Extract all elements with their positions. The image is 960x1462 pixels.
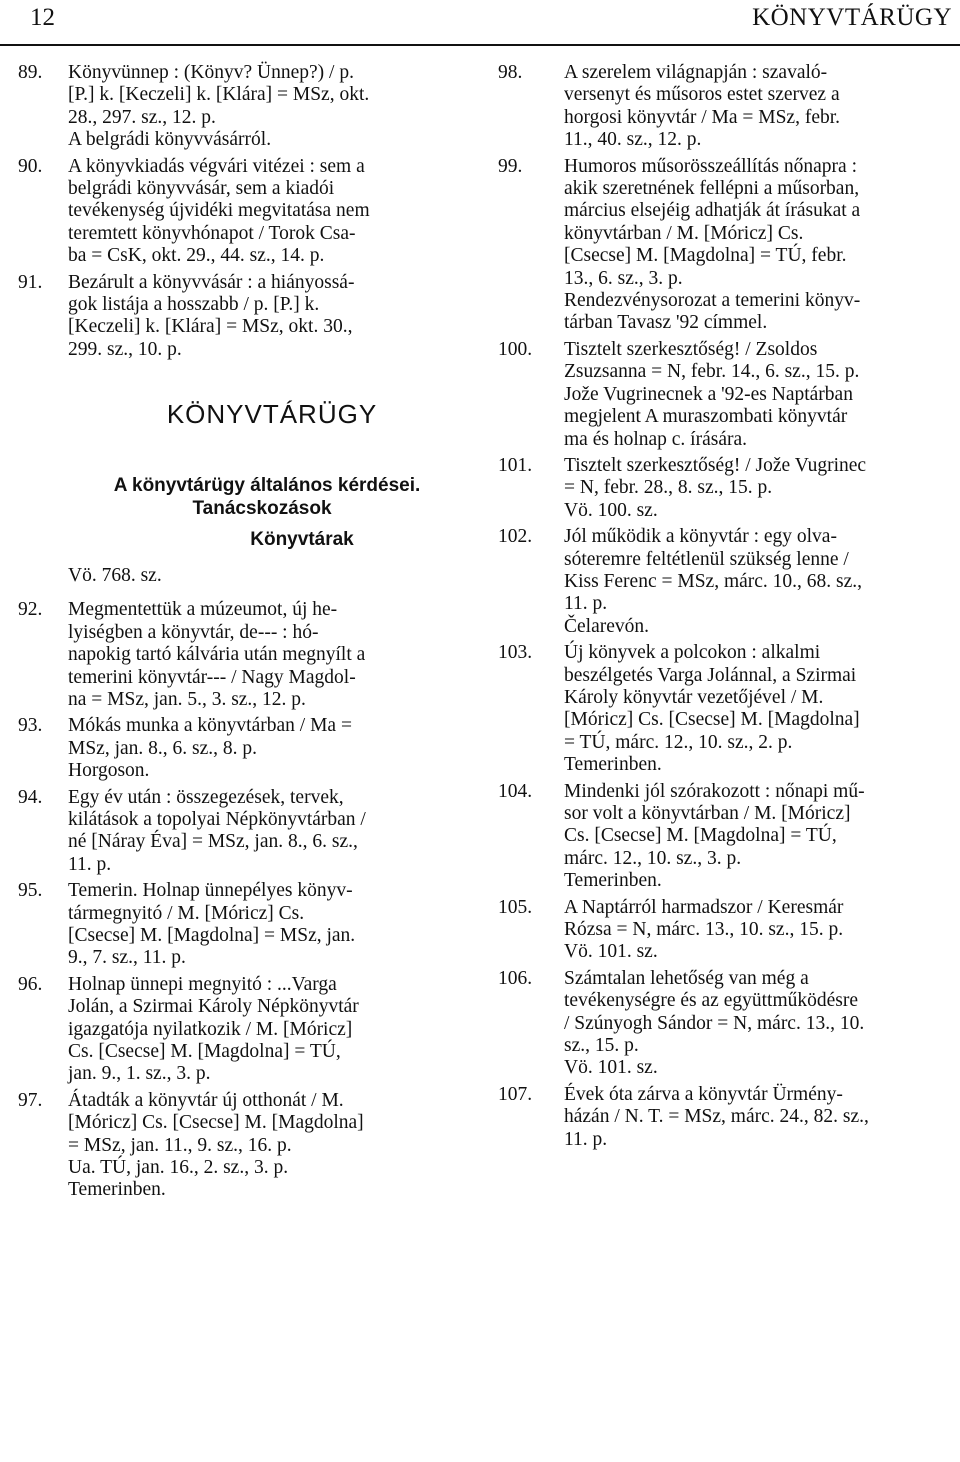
entry-number: 99.: [498, 155, 523, 177]
entry-text-line: 11. p.: [564, 593, 608, 615]
running-head: KÖNYVTÁRÜGY: [752, 4, 952, 31]
entry-text-line: Átadták a könyvtár új otthonát / M.: [68, 1089, 344, 1111]
subheading-libraries: Könyvtárak: [250, 529, 354, 551]
entry-number: 91.: [18, 271, 43, 293]
entry-text-line: A könyvkiadás végvári vitézei : sem a: [68, 155, 365, 177]
entry-text-line: Számtalan lehetőség van még a: [564, 967, 809, 989]
entry-text-line: tevékenységre és az együttműködésre: [564, 990, 859, 1012]
page-header: [0, 0, 960, 46]
entry-text-line: tármegnyitó / M. [Móricz] Cs.: [68, 902, 305, 924]
bibliography-entry: [498, 897, 950, 964]
entry-text-line: [Móricz] Cs. [Csecse] M. [Magdolna]: [564, 709, 860, 731]
entry-note: Temerinben.: [564, 870, 662, 892]
bibliography-entry: [498, 642, 950, 776]
entry-text-line: Cs. [Csecse] M. [Magdolna] = TÚ,: [68, 1041, 341, 1062]
bibliography-entry: [18, 880, 466, 970]
entry-text-line: Új könyvek a polcokon : alkalmi: [564, 642, 821, 664]
bibliography-entry: [498, 781, 950, 893]
entry-text-line: A Naptárról harmadszor / Keresmár: [564, 896, 844, 918]
entry-number: 90.: [18, 155, 43, 177]
entry-text-line: ba = CsK, okt. 29., 44. sz., 14. p.: [68, 245, 325, 267]
entry-text-line: Jól működik a könyvtár : egy olva-: [564, 526, 837, 548]
entry-number: 100.: [498, 338, 533, 360]
entry-text-line: Vö. 100. sz.: [564, 499, 658, 521]
entry-text-line: [P.] k. [Keczeli] k. [Klára] = MSz, okt.: [68, 84, 370, 106]
entry-number: 104.: [498, 780, 533, 802]
entry-number: 106.: [498, 967, 533, 989]
entry-text-line: 11. p.: [564, 1128, 608, 1150]
bibliography-entry: [498, 968, 950, 1080]
entry-text-line: sóteremre feltétlenül szükség lenne /: [564, 548, 849, 570]
entry-text-line: na = MSz, jan. 5., 3. sz., 12. p.: [68, 688, 306, 710]
entry-text-line: versenyt és műsoros estet szervez a: [564, 84, 840, 106]
entry-text-line: Mókás munka a könyvtárban / Ma =: [68, 715, 352, 737]
entry-number: 94.: [18, 786, 43, 808]
entry-text-line: ma és holnap c. írására.: [564, 428, 748, 450]
bibliography-entry: [18, 62, 466, 152]
subheading-consultations: Tanácskozások: [192, 498, 332, 520]
entry-text-line: március elsejéig adhatják át írásukat a: [564, 200, 861, 222]
entry-text-line: Károly könyvtár vezetőjével / M.: [564, 686, 824, 708]
bibliography-entry: [498, 526, 950, 638]
entry-text-line: gok listája a hosszabb / p. [P.] k.: [68, 294, 320, 316]
entry-number: 95.: [18, 880, 43, 902]
entry-number: 101.: [498, 454, 533, 476]
right-column: [498, 62, 950, 1155]
cross-reference: Vö. 768. sz.: [68, 565, 162, 587]
entry-number: 107.: [498, 1083, 533, 1105]
entry-text-line: Mindenki jól szórakozott : nőnapi mű-: [564, 780, 865, 802]
entry-text-line: Holnap ünnepi megnyitó : ...Varga: [68, 973, 337, 995]
entry-text-line: Bezárult a könyvvásár : a hiányossá-: [68, 271, 355, 293]
entry-text-line: 9., 7. sz., 11. p.: [68, 947, 186, 969]
entry-text-line: beszélgetés Varga Jolánnal, a Szirmai: [564, 664, 857, 686]
entry-number: 98.: [498, 62, 523, 83]
entry-text-line: Rózsa = N, márc. 13., 10. sz., 15. p.: [564, 919, 844, 941]
entry-text-line: Vö. 101. sz.: [564, 1057, 658, 1079]
page-number: 12: [30, 4, 55, 31]
entry-text-line: temerini könyvtár--- / Nagy Magdol-: [68, 666, 356, 688]
entry-text-line: = MSz, jan. 11., 9. sz., 16. p.: [68, 1134, 292, 1156]
entry-text-line: Jože Vugrinecnek a '92-es Naptárban: [564, 383, 853, 405]
entry-text-line: Megmentettük a múzeumot, új he-: [68, 599, 338, 621]
subheading-general-questions: A könyvtárügy általános kérdései.: [113, 475, 421, 497]
bibliography-entry: [18, 787, 466, 877]
entry-number: 102.: [498, 526, 533, 548]
entries-before-section: [18, 62, 466, 361]
entry-note: A belgrádi könyvvásárról.: [68, 129, 272, 151]
entry-text-line: házán / N. T. = MSz, márc. 24., 82. sz.,: [564, 1106, 869, 1128]
left-column: [18, 62, 466, 1206]
entry-text-line: Zsuzsanna = N, febr. 14., 6. sz., 15. p.: [564, 361, 860, 383]
entry-text-line: teremtett könyvhónapot / Torok Csa-: [68, 222, 356, 244]
entries-after-section: [18, 599, 466, 1202]
entry-text-line: 11., 40. sz., 12. p.: [564, 129, 702, 151]
entry-text-line: Évek óta zárva a könyvtár Ürmény-: [564, 1083, 843, 1105]
bibliography-entry: [18, 272, 466, 362]
entry-text-line: né [Náray Éva] = MSz, jan. 8., 6. sz.,: [68, 831, 358, 853]
entry-text-line: Cs. [Csecse] M. [Magdolna] = TÚ,: [564, 825, 837, 847]
entry-text-line: Ua. TÚ, jan. 16., 2. sz., 3. p.: [68, 1157, 289, 1179]
entry-text-line: Rendezvénysorozat a temerini könyv-: [564, 290, 861, 312]
entry-text-line: / Szúnyogh Sándor = N, márc. 13., 10.: [564, 1012, 865, 1034]
entry-text-line: Kiss Ferenc = MSz, márc. 10., 68. sz.,: [564, 570, 863, 592]
bibliography-entry: [18, 156, 466, 268]
bibliography-entry: [498, 339, 950, 451]
entry-text-line: könyvtárban / M. [Móricz] Cs.: [564, 222, 804, 244]
entry-text-line: [Csecse] M. [Magdolna] = MSz, jan.: [68, 924, 356, 946]
entry-text-line: Egy év után : összegezések, tervek,: [68, 786, 344, 808]
entry-text-line: 13., 6. sz., 3. p.: [564, 267, 683, 289]
entry-number: 105.: [498, 896, 533, 918]
entry-note: Čelarevón.: [564, 615, 650, 637]
entry-text-line: 299. sz., 10. p.: [68, 338, 182, 360]
entry-text-line: 28., 297. sz., 12. p.: [68, 106, 216, 128]
entry-text-line: [Csecse] M. [Magdolna] = TÚ, febr.: [564, 245, 847, 267]
entry-note: Horgoson.: [68, 760, 150, 782]
section-title: KÖNYVTÁRÜGY: [166, 399, 378, 430]
entry-number: 96.: [18, 973, 43, 995]
entry-text-line: jan. 9., 1. sz., 3. p.: [68, 1063, 211, 1085]
entry-text-line: [Móricz] Cs. [Csecse] M. [Magdolna]: [68, 1112, 364, 1134]
right-entries: [498, 62, 950, 1151]
entry-text-line: napokig tartó kálvária után megnyílt a: [68, 644, 366, 666]
bibliography-entry: [498, 1084, 950, 1151]
bibliography-entry: [18, 974, 466, 1086]
bibliography-entry: [18, 599, 466, 711]
entry-number: 92.: [18, 599, 43, 621]
bibliography-entry: [498, 156, 950, 335]
bibliography-entry: [498, 455, 950, 522]
entry-number: 93.: [18, 715, 43, 737]
entry-text-line: [Keczeli] k. [Klára] = MSz, okt. 30.,: [68, 316, 353, 338]
entry-text-line: lyiségben a könyvtár, de--- : hó-: [68, 621, 319, 643]
entry-text-line: Vö. 101. sz.: [564, 941, 658, 963]
bibliography-entry: [18, 1090, 466, 1202]
entry-text-line: tevékenység újvidéki megvitatása nem: [68, 200, 370, 222]
entry-text-line: Tisztelt szerkesztőség! / Jože Vugrinec: [564, 454, 867, 476]
entry-number: 97.: [18, 1089, 43, 1111]
entry-number: 103.: [498, 642, 533, 664]
entry-text-line: Temerin. Holnap ünnepélyes könyv-: [68, 880, 353, 902]
entry-text-line: belgrádi könyvvásár, sem a kiadói: [68, 178, 335, 200]
bibliography-entry: [498, 62, 950, 152]
entry-note: Temerinben.: [564, 754, 662, 776]
entry-text-line: Tisztelt szerkesztőség! / Zsoldos: [564, 338, 818, 360]
entry-text-line: A szerelem világnapján : szavaló-: [564, 62, 828, 83]
entry-text-line: kilátások a topolyai Népkönyvtárban /: [68, 808, 366, 830]
bibliography-entry: [18, 715, 466, 782]
entry-text-line: = TÚ, márc. 12., 10. sz., 2. p.: [564, 731, 793, 753]
entry-text-line: MSz, jan. 8., 6. sz., 8. p.: [68, 737, 258, 759]
entry-text-line: horgosi könyvtár / Ma = MSz, febr.: [564, 106, 841, 128]
entry-number: 89.: [18, 62, 43, 83]
entry-text-line: márc. 12., 10. sz., 3. p.: [564, 847, 742, 869]
entry-text-line: 11. p.: [68, 853, 112, 875]
entry-text-line: megjelent A muraszombati könyvtár: [564, 406, 848, 428]
entry-text-line: Jolán, a Szirmai Károly Népkönyvtár: [68, 996, 359, 1018]
entry-note: Temerinben.: [68, 1179, 166, 1201]
entry-text-line: Könyvünnep : (Könyv? Ünnep?) / p.: [68, 62, 354, 83]
entry-text-line: Humoros műsorösszeállítás nőnapra :: [564, 155, 857, 177]
entry-text-line: sor volt a könyvtárban / M. [Móricz]: [564, 803, 851, 824]
entry-text-line: igazgatója nyilatkozik / M. [Móricz]: [68, 1018, 353, 1040]
entry-text-line: tárban Tavasz '92 címmel.: [564, 312, 768, 334]
entry-text-line: sz., 15. p.: [564, 1035, 639, 1057]
entry-text-line: = N, febr. 28., 8. sz., 15. p.: [564, 477, 773, 499]
entry-text-line: akik szeretnének fellépni a műsorban,: [564, 178, 860, 200]
